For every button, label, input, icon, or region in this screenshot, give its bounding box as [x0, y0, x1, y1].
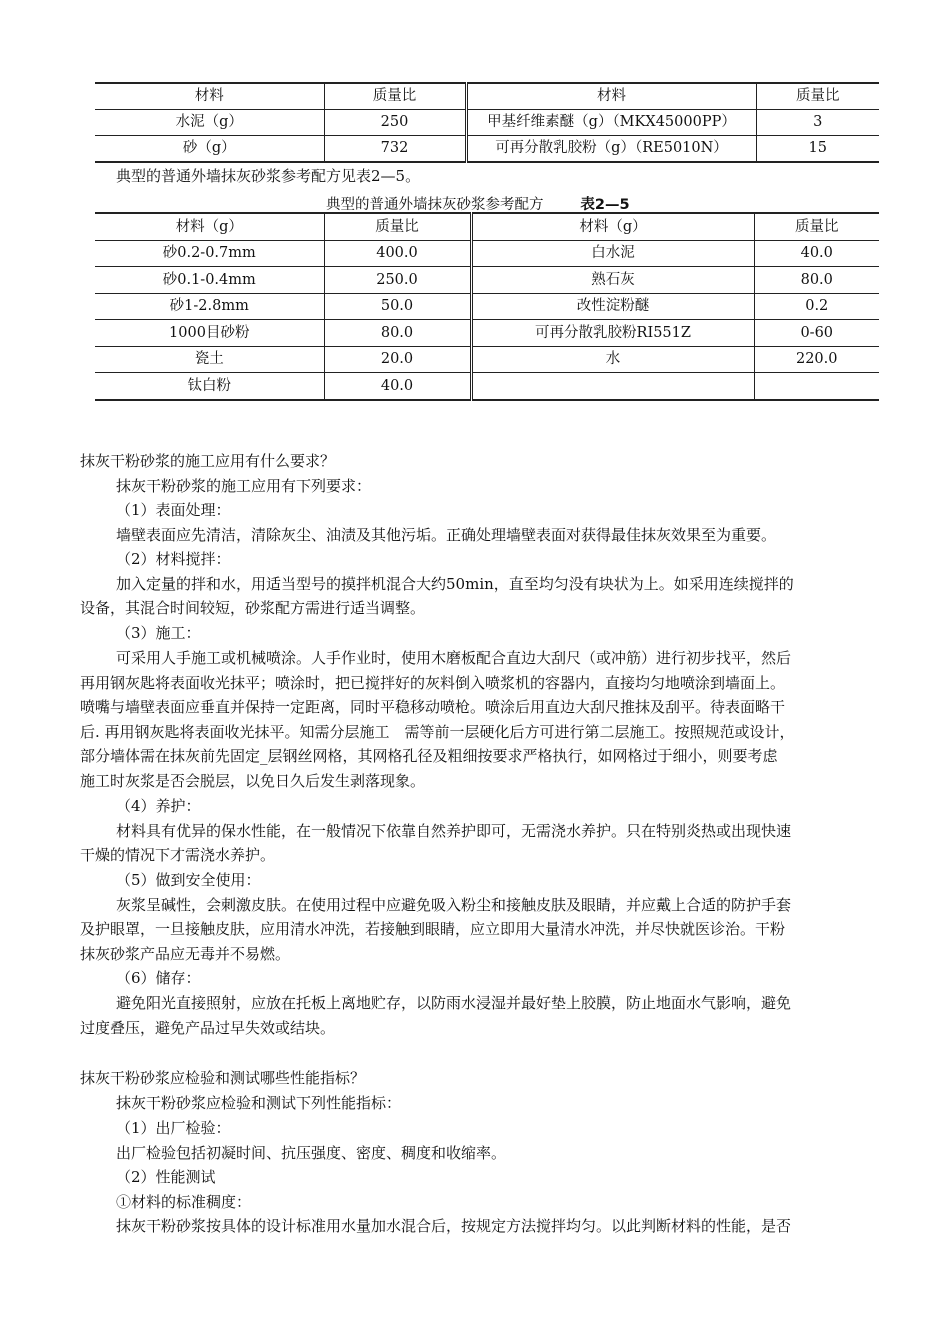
table-row: [95, 136, 879, 163]
paragraph-line: 可采用人手施工或机械喷涂。人手作业时，使用木磨板配合直边大刮尺（或冲筋）进行初步找平，然后: [116, 649, 792, 667]
item-heading: （4）养护：: [116, 797, 201, 815]
material-ratio-table-1: [95, 82, 879, 163]
table-cell: 40.0: [754, 240, 879, 267]
table-row: [95, 240, 879, 267]
table-cell: 砂0.1-0.4mm: [95, 267, 324, 294]
table-cell: 20.0: [324, 346, 471, 373]
reference-formula-table: [95, 212, 879, 401]
paragraph-line: 出厂检验包括初凝时间、抗压强度、密度、稠度和收缩率。: [116, 1144, 507, 1162]
table-cell: 50.0: [324, 293, 471, 320]
table-caption-title: 典型的普通外墙抹灰砂浆参考配方: [326, 197, 544, 213]
table-cell: [471, 373, 754, 400]
table-header-cell: 材料: [95, 83, 324, 110]
paragraph-line: 设备，其混合时间较短，砂浆配方需进行适当调整。: [80, 599, 426, 617]
paragraph-line: 加入定量的拌和水，用适当型号的摸拌机混合大约50min，直至均匀没有块状为上。如采用连续搅拌的: [116, 575, 794, 593]
table-row: [95, 267, 879, 294]
table-caption-number: 表2—5: [580, 197, 630, 213]
paragraph-line: 干燥的情况下才需浇水养护。: [80, 846, 276, 864]
answer-intro: 抹灰干粉砂浆的施工应用有下列要求：: [116, 477, 372, 495]
table-cell: 水: [471, 346, 754, 373]
table-header-cell: 质量比: [756, 83, 879, 110]
table-row: [95, 110, 879, 136]
table-header-cell: 材料（g）: [471, 213, 754, 240]
table-cell: 甲基纤维素醚（g）（MKX45000PP）: [466, 110, 756, 136]
table-cell: 732: [324, 136, 466, 163]
paragraph-line: 及护眼罩，一旦接触皮肤，应用清水冲洗，若接触到眼睛，应立即用大量清水冲洗，并尽快就医诊治。干粉: [80, 920, 786, 938]
table-header-cell: 质量比: [324, 83, 466, 110]
paragraph-line: 喷嘴与墙壁表面应垂直并保持一定距离，同时平稳移动喷枪。喷涂后用直边大刮尺推抹及刮平。待表面略干: [80, 698, 786, 716]
item-heading: （2）性能测试: [116, 1168, 216, 1186]
table-cell: 400.0: [324, 240, 471, 267]
answer-intro: 抹灰干粉砂浆应检验和测试下列性能指标：: [116, 1094, 402, 1112]
table-cell: 0.2: [754, 293, 879, 320]
table-cell: 砂0.2-0.7mm: [95, 240, 324, 267]
paragraph-line: 避免阳光直接照射，应放在托板上离地贮存，以防雨水浸湿并最好垫上胶膜，防止地面水气影响，避免: [116, 994, 792, 1012]
table-cell: 水泥（g）: [95, 110, 324, 136]
item-heading: （3）施工：: [116, 624, 201, 642]
table-header-cell: 材料: [466, 83, 756, 110]
table-cell: 0-60: [754, 320, 879, 347]
table-row: [95, 320, 879, 347]
table-cell: 可再分散乳胶粉（g）（RE5010N）: [466, 136, 756, 163]
paragraph-line: 抹灰砂浆产品应无毒并不易燃。: [80, 945, 291, 963]
table-cell: 熟石灰: [471, 267, 754, 294]
table-cell: 220.0: [754, 346, 879, 373]
item-heading: （1）出厂检验：: [116, 1119, 231, 1137]
table-cell: 80.0: [324, 320, 471, 347]
table-cell: 砂（g）: [95, 136, 324, 163]
table-cell: 改性淀粉醚: [471, 293, 754, 320]
paragraph-line: 再用钢灰匙将表面收光抹平；喷涂时，把已搅拌好的灰料倒入喷浆机的容器内，直接均匀地喷涂到墙面上。: [80, 674, 786, 692]
table-cell: 可再分散乳胶粉RI551Z: [471, 320, 754, 347]
paragraph-line: 后. 再用钢灰匙将表面收光抹平。知需分层施工 需等前一层硬化后方可进行第二层施工。按照规范或设计，: [80, 723, 795, 741]
table-cell: 1000目砂粉: [95, 320, 324, 347]
item-heading: （6）储存：: [116, 969, 201, 987]
paragraph-line: 墙壁表面应先清洁，清除灰尘、油渍及其他污垢。正确处理墙壁表面对获得最佳抹灰效果至为重要。: [116, 526, 777, 544]
item-heading: （5）做到安全使用：: [116, 871, 261, 889]
intro-line: 典型的普通外墙抹灰砂浆参考配方见表2—5。: [116, 167, 421, 185]
paragraph-line: 灰浆呈碱性，会刺激皮肤。在使用过程中应避免吸入粉尘和接触皮肤及眼睛，并应戴上合适的防护手套: [116, 896, 792, 914]
table-cell: 80.0: [754, 267, 879, 294]
table-header-cell: 材料（g）: [95, 213, 324, 240]
table-cell: 15: [756, 136, 879, 163]
table-header-cell: 质量比: [324, 213, 471, 240]
table-cell: 250.0: [324, 267, 471, 294]
table-cell: 瓷土: [95, 346, 324, 373]
paragraph-line: 部分墙体需在抹灰前先固定_层钢丝网格，其网格孔径及粗细按要求严格执行，如网格过于细小，则要考虑: [80, 747, 778, 765]
table-cell: 砂1-2.8mm: [95, 293, 324, 320]
table-cell: 40.0: [324, 373, 471, 400]
table-cell: 钛白粉: [95, 373, 324, 400]
table-cell: [754, 373, 879, 400]
question-heading: 抹灰干粉砂浆的施工应用有什么要求？: [80, 452, 336, 470]
table-caption: [326, 193, 630, 214]
item-heading: （1）表面处理：: [116, 501, 231, 519]
table-cell: 3: [756, 110, 879, 136]
sub-heading: ①材料的标准稠度：: [116, 1193, 252, 1211]
table-row: [95, 373, 879, 400]
paragraph-line: 过度叠压，避免产品过早失效或结块。: [80, 1019, 336, 1037]
table-header-row: [95, 213, 879, 240]
table-row: [95, 346, 879, 373]
table-header-row: [95, 83, 879, 110]
item-heading: （2）材料搅拌：: [116, 550, 231, 568]
question-heading: 抹灰干粉砂浆应检验和测试哪些性能指标？: [80, 1069, 366, 1087]
table-header-cell: 质量比: [754, 213, 879, 240]
table-cell: 白水泥: [471, 240, 754, 267]
table-row: [95, 293, 879, 320]
paragraph-line: 施工时灰浆是否会脱层，以免日久后发生剥落现象。: [80, 772, 426, 790]
paragraph-line: 抹灰干粉砂浆按具体的设计标准用水量加水混合后，按规定方法搅拌均匀。以此判断材料的性能，是否: [116, 1217, 792, 1235]
table-cell: 250: [324, 110, 466, 136]
paragraph-line: 材料具有优异的保水性能，在一般情况下依靠自然养护即可，无需浇水养护。只在特别炎热或出现快速: [116, 822, 792, 840]
